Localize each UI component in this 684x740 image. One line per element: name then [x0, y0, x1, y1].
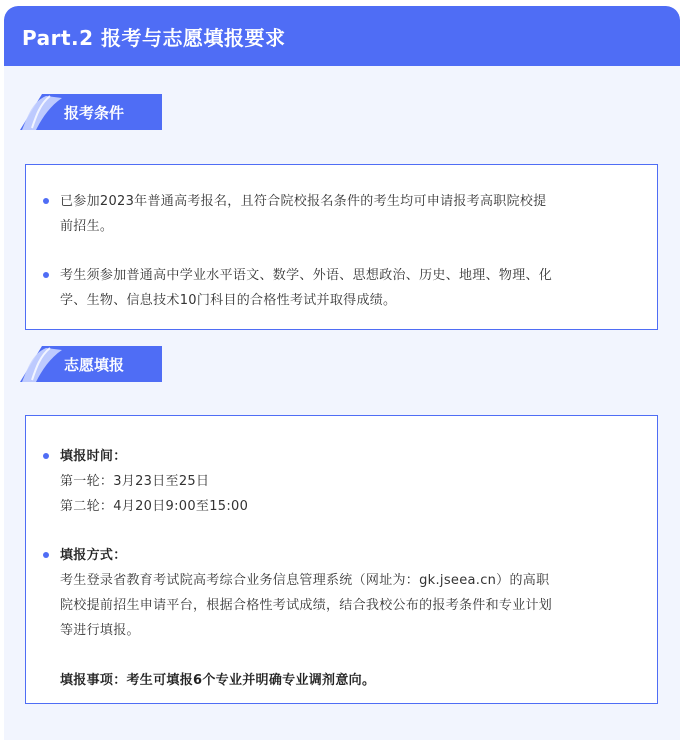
list-item-line: 学、生物、信息技术10门科目的合格性考试并取得成绩。 — [60, 293, 397, 308]
list-item-line: 前招生。 — [60, 219, 114, 234]
list-item — [60, 444, 641, 519]
section-header — [4, 6, 680, 66]
bullet-icon — [43, 453, 49, 459]
list-item — [60, 543, 641, 643]
list-item-line: 院校提前招生申请平台，根据合格性考试成绩，结合我校公布的报考条件和专业计划 — [60, 598, 553, 613]
list-item-line: 等进行填报。 — [60, 623, 140, 638]
list-item — [60, 263, 641, 313]
bullet-icon — [43, 272, 49, 278]
item-heading: 填报时间： — [60, 449, 127, 464]
header-title: Part.2 报考与志愿填报要求 — [22, 26, 286, 50]
list-item-line: 考生须参加普通高中学业水平语文、数学、外语、思想政治、历史、地理、物理、化 — [60, 268, 553, 283]
bullet-icon — [43, 198, 49, 204]
list-item-line: 已参加2023年普通高考报名，且符合院校报名条件的考生均可申请报考高职院校提 — [60, 194, 547, 209]
application-box — [25, 415, 658, 704]
list-item-line: 第二轮：4月20日9:00至15:00 — [60, 499, 249, 514]
bullet-icon — [43, 552, 49, 558]
list-item — [60, 189, 641, 239]
section-tag-requirements — [20, 94, 162, 130]
requirements-box — [25, 164, 658, 330]
section-tag-application — [20, 346, 162, 382]
item-heading: 填报方式： — [60, 548, 127, 563]
content-card — [4, 6, 680, 740]
application-note: 填报事项：考生可填报6个专业并明确专业调剂意向。 — [60, 673, 376, 688]
list-item-line: 考生登录省教育考试院高考综合业务信息管理系统（网址为：gk.jseea.cn）的高职 — [60, 573, 550, 588]
list-item-line: 第一轮：3月23日至25日 — [60, 474, 210, 489]
section-tag-label: 报考条件 — [64, 104, 125, 122]
section-tag-label: 志愿填报 — [64, 356, 125, 374]
